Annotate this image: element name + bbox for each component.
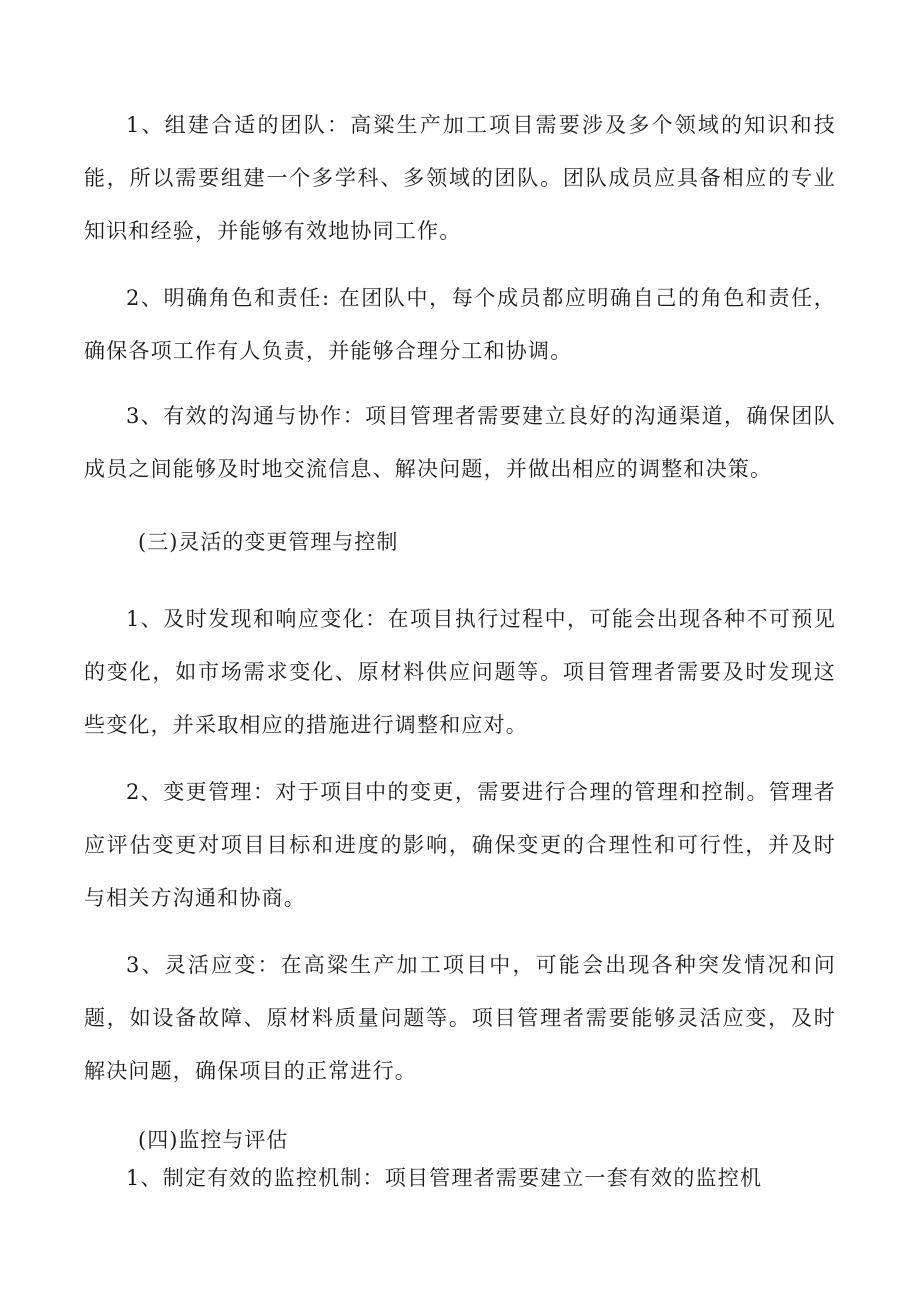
paragraph-communication: 3、有效的沟通与协作：项目管理者需要建立良好的沟通渠道，确保团队成员之间能够及时地交流信息、解决问题，并做出相应的调整和决策。 xyxy=(84,404,836,481)
paragraph-respond-to-change: 1、及时发现和响应变化：在项目执行过程中，可能会出现各种不可预见的变化，如市场需求变化、原材料供应问题等。项目管理者需要及时发现这些变化，并采取相应的措施进行调整和应对。 xyxy=(84,607,836,737)
paragraph-roles-responsibilities: 2、明确角色和责任: 在团队中，每个成员都应明确自己的角色和责任，确保各项工作有人负责，并能够合理分工和协调。 xyxy=(84,286,836,363)
section-heading-change-management: (三)灵活的变更管理与控制 xyxy=(138,530,399,554)
paragraph-flexible-response: 3、灵活应变：在高粱生产加工项目中，可能会出现各种突发情况和问题，如设备故障、原材料质量问题等。项目管理者需要能够灵活应变，及时解决问题，确保项目的正常进行。 xyxy=(84,953,836,1083)
section-heading-monitoring: (四)监控与评估 xyxy=(138,1128,289,1152)
paragraph-monitoring-mechanism: 1、制定有效的监控机制：项目管理者需要建立一套有效的监控机 xyxy=(126,1166,763,1190)
paragraph-change-management: 2、变更管理：对于项目中的变更，需要进行合理的管理和控制。管理者应评估变更对项目目标和进度的影响，确保变更的合理性和可行性，并及时与相关方沟通和协商。 xyxy=(84,780,836,910)
paragraph-team-building: 1、组建合适的团队：高粱生产加工项目需要涉及多个领域的知识和技能，所以需要组建一个多学科、多领域的团队。团队成员应具备相应的专业知识和经验，并能够有效地协同工作。 xyxy=(84,113,836,243)
